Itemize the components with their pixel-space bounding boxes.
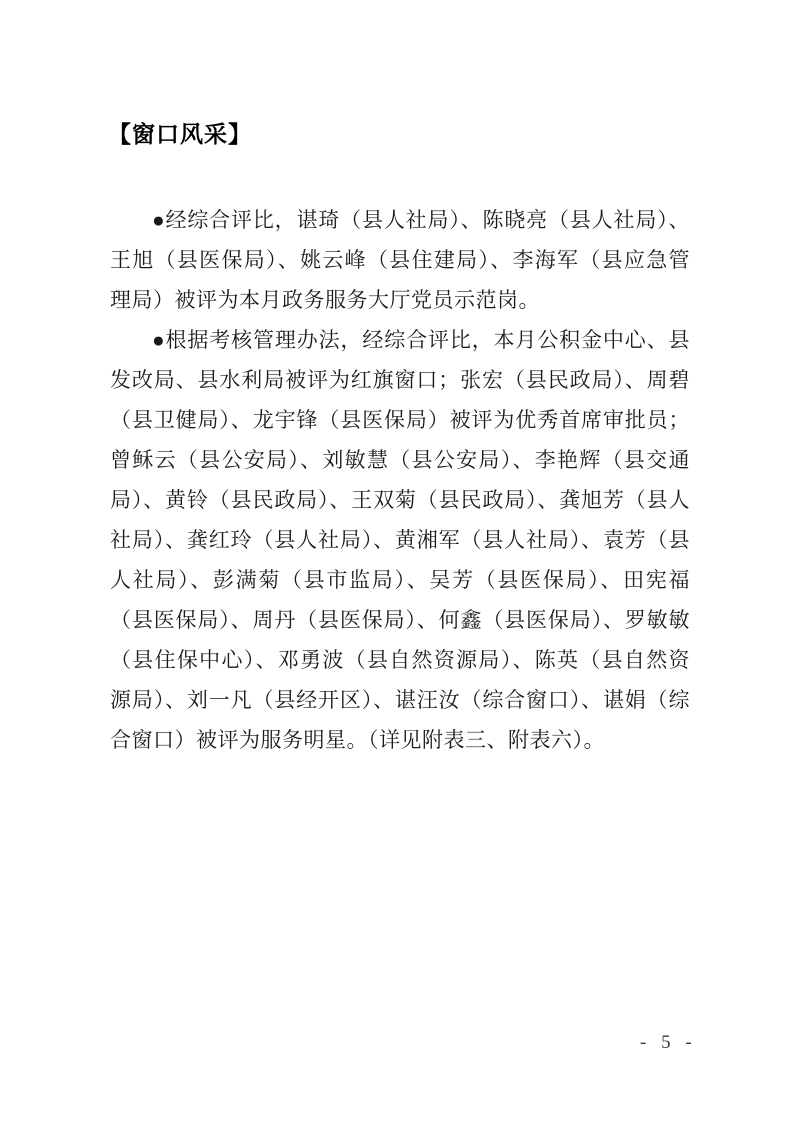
paragraph-monthly-commendations: ●根据考核管理办法，经综合评比，本月公积金中心、县发改局、县水利局被评为红旗窗口；张宏（县民政局）、周碧（县卫健局）、龙宇锋（县医保局）被评为优秀首席审批员；曾稣云（县公安局）、刘敏慧（县公安局）、李艳辉（县交通局）、黄铃（县民政局）、王双菊（县民政局）、龚旭芳（县人社局）、龚红玲（县人社局）、黄湘军（县人社局）、袁芳（县人社局）、彭满菊（县市监局）、吴芳（县医保局）、田宪福（县医保局）、周丹（县医保局）、何鑫（县医保局）、罗敏敏（县住保中心）、邓勇波（县自然资源局）、陈英（县自然资源局）、刘一凡（县经开区）、谌汪汝（综合窗口）、谌娟（综合窗口）被评为服务明星。（详见附表三、附表六）。 xyxy=(110,328,690,752)
document-body xyxy=(110,200,690,760)
section-title: 【窗口风采】 xyxy=(108,121,252,147)
page-number: - 5 - xyxy=(640,1032,697,1053)
paragraph-party-model-posts: ●经综合评比，谌琦（县人社局）、陈晓亮（县人社局）、王旭（县医保局）、姚云峰（县住建局）、李海军（县应急管理局）被评为本月政务服务大厅党员示范岗。 xyxy=(110,208,690,312)
